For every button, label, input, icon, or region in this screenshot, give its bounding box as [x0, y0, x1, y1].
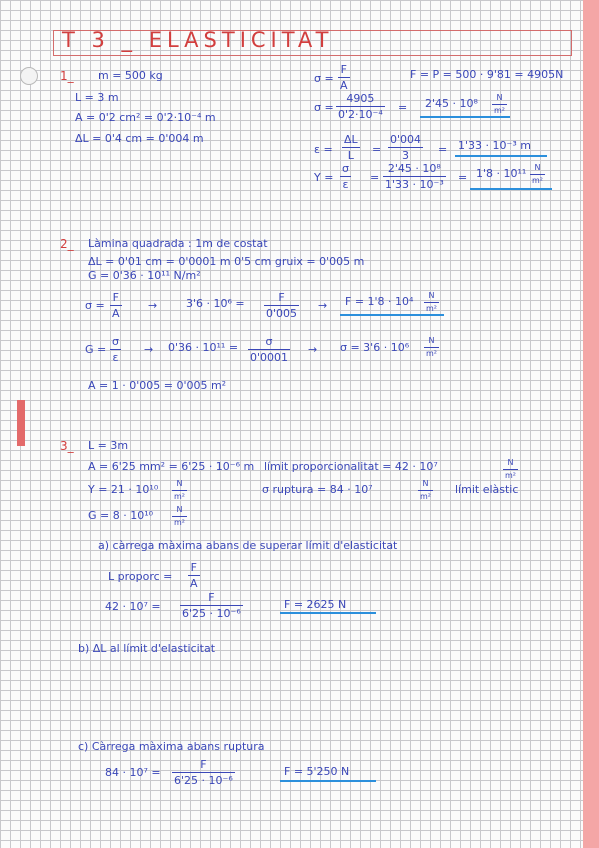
p1-young-equals: =: [370, 171, 380, 184]
p3-young-unit-num: N: [176, 479, 183, 488]
problem-2-number: 2_: [60, 237, 74, 251]
p3-limit-elastic: límit elàstic: [455, 483, 519, 496]
p1-sigma-den: A: [340, 79, 348, 92]
p3-limit-prop-unit-num: N: [507, 458, 514, 467]
page-title: T 3 _ ELASTICITAT: [62, 28, 334, 52]
p1-sigma2-result: 2'45 · 10⁸: [425, 97, 478, 110]
p2-value-1-fraction: [264, 292, 299, 319]
p2-shear-value-fraction: [248, 336, 290, 363]
p3-length: L = 3m: [88, 439, 129, 452]
p1-sigma2-underline: [420, 116, 510, 118]
p2-sigma-den: A: [112, 307, 120, 320]
p1-force-equation: F = P = 500 · 9'81 = 4905N: [410, 68, 564, 81]
p3-c-value-fraction: [172, 759, 235, 786]
p3-sigma-rupture-unit-den: m²: [420, 492, 431, 501]
p3-limit-prop-unit: [503, 459, 518, 480]
p1-area: A = 0'2 cm² = 0'2·10⁻⁴ m: [75, 111, 216, 124]
p2-shear-value-den: 0'0001: [250, 351, 289, 364]
p1-epsilon-equals2: =: [438, 143, 448, 156]
p3-l-proporc-den: A: [190, 577, 198, 590]
p3-c-underline: [280, 780, 376, 782]
p2-sigma-unit: [424, 337, 439, 358]
p2-force-unit: [424, 292, 439, 313]
p1-length: L = 3 m: [75, 91, 119, 104]
p3-sigma-rupture-unit-num: N: [422, 479, 429, 488]
p3-l-proporc: L proporc =: [108, 570, 173, 583]
p2-force-unit-den: m²: [426, 304, 437, 313]
p1-young-lhs: Y =: [314, 171, 334, 184]
p3-c-result: F = 5'250 N: [284, 765, 350, 778]
p3-a-underline: [280, 612, 376, 614]
p2-value-1: 3'6 · 10⁶ =: [186, 297, 245, 310]
binder-hole: [20, 67, 38, 85]
p3-c-value-den: 6'25 · 10⁻⁶: [174, 774, 233, 787]
p1-epsilon-fraction2: [388, 134, 423, 161]
p3-a-value-num: F: [208, 591, 215, 604]
brand-tag: [17, 400, 25, 446]
p2-sigma-num: F: [112, 291, 119, 304]
p3-young-unit-den: m²: [174, 492, 185, 501]
p1-sigma2-unit: [492, 94, 507, 115]
p3-c-value-num: F: [200, 758, 207, 771]
p1-sigma2-den: 0'2·10⁻⁴: [338, 108, 383, 121]
p3-shear-unit-den: m²: [174, 518, 185, 527]
p2-shear-modulus: G = 0'36 · 10¹¹ N/m²: [88, 269, 201, 282]
p3-c-value: 84 · 10⁷ =: [105, 766, 161, 779]
p1-epsilon-underline: [455, 155, 547, 157]
p2-sigma-result: σ = 3'6 · 10⁶: [340, 341, 410, 354]
p1-young-fraction2: [383, 163, 446, 190]
p3-sigma-rupture-unit: [418, 480, 433, 501]
p1-young-den2: 1'33 · 10⁻³: [385, 178, 444, 191]
p1-delta-length: ΔL = 0'4 cm = 0'004 m: [75, 132, 204, 145]
p2-value-1-num: F: [278, 291, 285, 304]
p2-sigma-fraction: [110, 292, 122, 319]
p3-l-proporc-fraction: [188, 562, 200, 589]
p2-shear-value-num: σ: [265, 335, 273, 348]
p2-arrow-3: →: [144, 343, 154, 356]
problem-1-number: 1_: [60, 69, 74, 83]
p2-force-unit-num: N: [428, 291, 435, 300]
p1-epsilon-num: ΔL: [344, 133, 358, 146]
p1-sigma-lhs: σ =: [314, 72, 334, 85]
p3-area: A = 6'25 mm² = 6'25 · 10⁻⁶ m: [88, 460, 255, 473]
p2-shear-value: 0'36 · 10¹¹ =: [168, 341, 239, 354]
p3-l-proporc-num: F: [190, 561, 197, 574]
p1-young-unit: [530, 164, 545, 185]
p3-limit-prop-unit-den: m²: [505, 471, 516, 480]
p3-young: Y = 21 · 10¹⁰: [88, 483, 159, 496]
p2-sigma-unit-num: N: [428, 336, 435, 345]
p3-part-c: c) Càrrega màxima abans ruptura: [78, 740, 265, 753]
p1-young-result: 1'8 · 10¹¹: [476, 167, 527, 180]
p3-part-b: b) ΔL al límit d'elasticitat: [78, 642, 216, 655]
p1-sigma2-lhs: σ =: [314, 101, 334, 114]
p3-a-value: 42 · 10⁷ =: [105, 600, 161, 613]
margin-strip: [583, 0, 599, 848]
problem-3-number: 3_: [60, 439, 74, 453]
p1-epsilon-equals: =: [372, 143, 382, 156]
p3-sigma-rupture: σ ruptura = 84 · 10⁷: [262, 483, 373, 496]
p2-arrow-4: →: [308, 343, 318, 356]
p1-sigma-fraction: [338, 64, 350, 91]
p3-young-unit: [172, 480, 187, 501]
p2-shear-num: σ: [112, 335, 119, 348]
p2-sigma-lhs: σ =: [85, 299, 105, 312]
p1-sigma2-fraction: [336, 93, 385, 120]
p2-value-1-den: 0'005: [266, 307, 298, 320]
p1-sigma2-equals: =: [398, 101, 408, 114]
p1-young-den: ε: [340, 176, 351, 190]
p1-sigma-num: F: [340, 63, 347, 76]
p2-force-underline: [340, 314, 444, 316]
p1-sigma2-num: 4905: [346, 92, 375, 105]
p3-a-result: F = 2625 N: [284, 598, 347, 611]
p3-shear-unit: [172, 506, 187, 527]
p2-sigma-unit-den: m²: [426, 349, 437, 358]
p2-delta-length: ΔL = 0'01 cm = 0'0001 m 0'5 cm gruix = 0'005 m: [88, 255, 365, 268]
p2-shear-lhs: G =: [85, 343, 107, 356]
p1-sigma2-unit-num: N: [496, 93, 503, 102]
p2-force-result: F = 1'8 · 10⁴: [345, 295, 414, 308]
p2-arrow-1: →: [148, 299, 158, 312]
p1-epsilon-num2: 0'004: [390, 133, 422, 146]
p3-shear-unit-num: N: [176, 505, 183, 514]
p1-young-num2: 2'45 · 10⁸: [387, 162, 441, 175]
p1-sigma2-unit-den: m²: [494, 106, 505, 115]
p2-statement: Làmina quadrada : 1m de costat: [88, 237, 268, 250]
p3-a-value-den: 6'25 · 10⁻⁶: [182, 607, 241, 620]
p3-limit-proportionality: límit proporcionalitat = 42 · 10⁷: [264, 460, 438, 473]
p1-epsilon-lhs: ε =: [314, 143, 333, 156]
p1-young-underline: [470, 188, 552, 190]
p1-young-num: σ: [342, 162, 349, 175]
p1-mass: m = 500 kg: [98, 69, 163, 82]
p3-a-value-fraction: [180, 592, 243, 619]
p1-epsilon-fraction: [342, 134, 360, 161]
p2-shear-den: ε: [110, 349, 121, 363]
p1-young-unit-den: m²: [532, 176, 543, 185]
p3-shear-modulus: G = 8 · 10¹⁰: [88, 509, 154, 522]
p2-area: A = 1 · 0'005 = 0'005 m²: [88, 379, 227, 392]
p1-young-equals2: =: [458, 171, 468, 184]
p2-arrow-2: →: [318, 299, 328, 312]
p1-epsilon-den: L: [342, 147, 360, 161]
p1-epsilon-den2: 3: [388, 147, 423, 161]
p1-young-fraction: [340, 163, 351, 190]
p1-young-unit-num: N: [534, 163, 541, 172]
p3-part-a: a) càrrega màxima abans de superar límit d'elasticitat: [98, 539, 398, 552]
p2-shear-fraction: [110, 336, 121, 363]
p1-epsilon-result: 1'33 · 10⁻³ m: [458, 139, 531, 152]
